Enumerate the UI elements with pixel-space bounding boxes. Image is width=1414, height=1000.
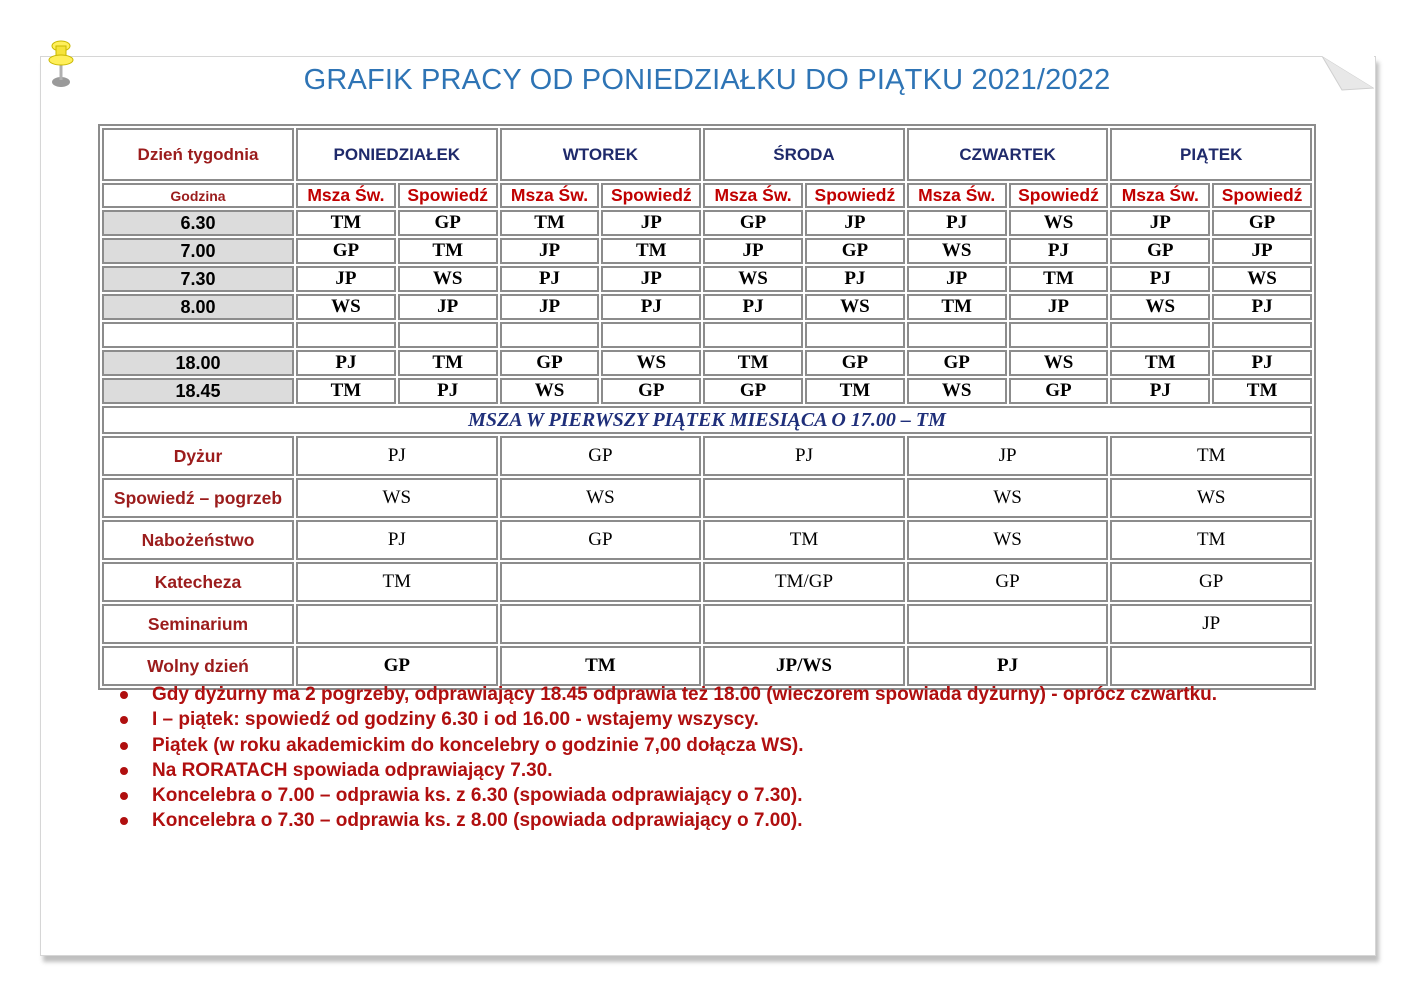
duty-cell: WS (907, 520, 1109, 560)
schedule-table (98, 124, 1316, 690)
schedule-cell: JP (500, 238, 600, 264)
schedule-row (102, 350, 1312, 376)
schedule-cell: WS (500, 378, 600, 404)
time-cell (102, 322, 294, 348)
schedule-cell: PJ (703, 294, 803, 320)
schedule-cell: GP (805, 350, 905, 376)
schedule-cell: PJ (601, 294, 701, 320)
note-text: Koncelebra o 7.00 – odprawia ks. z 6.30 (spowiada odprawiający o 7.30). (152, 785, 803, 807)
duty-cell (1110, 646, 1312, 686)
schedule-row (102, 238, 1312, 264)
schedule-cell: WS (1009, 350, 1109, 376)
time-cell: 18.45 (102, 378, 294, 404)
note-item (118, 707, 1217, 732)
schedule-cell: TM (296, 378, 396, 404)
duty-label: Spowiedź – pogrzeb (102, 478, 294, 518)
subheader-mass: Msza Św. (703, 183, 803, 208)
schedule-cell: GP (296, 238, 396, 264)
schedule-cell: WS (703, 266, 803, 292)
bullet-icon (120, 691, 128, 699)
note-item (118, 733, 1217, 758)
schedule-cell: GP (1212, 210, 1312, 236)
note-item (118, 783, 1217, 808)
duty-row (102, 604, 1312, 644)
duty-cell: PJ (296, 436, 498, 476)
note-item (118, 808, 1217, 833)
subheader-hour-label: Godzina (102, 183, 294, 208)
schedule-cell: JP (907, 266, 1007, 292)
schedule-row (102, 378, 1312, 404)
schedule-cell (1212, 322, 1312, 348)
time-cell: 6.30 (102, 210, 294, 236)
schedule-cell: GP (805, 238, 905, 264)
schedule-cell: JP (1009, 294, 1109, 320)
schedule-cell: GP (703, 210, 803, 236)
schedule-cell: WS (1212, 266, 1312, 292)
note-text: I – piątek: spowiedź od godziny 6.30 i od 16.00 - wstajemy wszyscy. (152, 709, 759, 731)
schedule-cell (805, 322, 905, 348)
schedule-cell: WS (907, 238, 1007, 264)
duty-cell: JP (1110, 604, 1312, 644)
duty-cell: WS (1110, 478, 1312, 518)
schedule-cell (907, 322, 1007, 348)
duty-cell: PJ (296, 520, 498, 560)
schedule-cell: TM (1212, 378, 1312, 404)
schedule-cell (1110, 322, 1210, 348)
bullet-icon (120, 792, 128, 800)
schedule-cell: PJ (1110, 266, 1210, 292)
schedule-cell: PJ (398, 378, 498, 404)
subheader-confession: Spowiedź (805, 183, 905, 208)
schedule-cell: GP (398, 210, 498, 236)
duty-cell: GP (1110, 562, 1312, 602)
time-cell: 18.00 (102, 350, 294, 376)
duty-label: Seminarium (102, 604, 294, 644)
schedule-cell: TM (601, 238, 701, 264)
header-day: PONIEDZIAŁEK (296, 128, 498, 181)
schedule-cell: TM (805, 378, 905, 404)
schedule-cell (703, 322, 803, 348)
duty-cell: JP (907, 436, 1109, 476)
duty-row (102, 562, 1312, 602)
schedule-cell: GP (1009, 378, 1109, 404)
schedule-cell: WS (1110, 294, 1210, 320)
schedule-cell (601, 322, 701, 348)
schedule-cell: GP (1110, 238, 1210, 264)
header-day: CZWARTEK (907, 128, 1109, 181)
schedule-cell (500, 322, 600, 348)
bullet-icon (120, 716, 128, 724)
duty-cell: PJ (703, 436, 905, 476)
page-title: GRAFIK PRACY OD PONIEDZIAŁKU DO PIĄTKU 2021/2022 (303, 64, 1111, 96)
schedule-cell: TM (398, 350, 498, 376)
schedule-cell: TM (398, 238, 498, 264)
subheader-mass: Msza Św. (907, 183, 1007, 208)
subheader-confession: Spowiedź (398, 183, 498, 208)
duty-cell (907, 604, 1109, 644)
duty-label: Nabożeństwo (102, 520, 294, 560)
duty-cell: GP (296, 646, 498, 686)
subheader-confession: Spowiedź (601, 183, 701, 208)
duty-cell: PJ (907, 646, 1109, 686)
note-text: Gdy dyżurny ma 2 pogrzeby, odprawiający 18.45 odprawia też 18.00 (wieczorem spowiada dyżurny) - oprócz czwartku. (152, 684, 1218, 705)
schedule-cell: WS (296, 294, 396, 320)
schedule-cell: PJ (1009, 238, 1109, 264)
schedule-cell: WS (1009, 210, 1109, 236)
header-day: ŚRODA (703, 128, 905, 181)
duty-cell (296, 604, 498, 644)
note-text: Koncelebra o 7.30 – odprawia ks. z 8.00 (spowiada odprawiający o 7.00). (152, 810, 803, 832)
duty-cell: TM (296, 562, 498, 602)
schedule-cell: GP (907, 350, 1007, 376)
bullet-icon (120, 742, 128, 750)
subheader-mass: Msza Św. (1110, 183, 1210, 208)
schedule-cell (296, 322, 396, 348)
duty-row (102, 478, 1312, 518)
schedule-cell: PJ (1212, 294, 1312, 320)
header-day: WTOREK (500, 128, 702, 181)
duty-cell: TM (1110, 520, 1312, 560)
header-row (102, 128, 1312, 181)
duty-cell (500, 562, 702, 602)
duty-cell (703, 604, 905, 644)
schedule-cell: GP (500, 350, 600, 376)
duty-cell: TM (703, 520, 905, 560)
subheader-mass: Msza Św. (500, 183, 600, 208)
schedule-cell: WS (907, 378, 1007, 404)
schedule-cell: JP (1110, 210, 1210, 236)
duty-cell: GP (907, 562, 1109, 602)
schedule-cell: JP (601, 210, 701, 236)
note-text: Na RORATACH spowiada odprawiający 7.30. (152, 759, 553, 781)
schedule-cell: WS (601, 350, 701, 376)
schedule-row (102, 210, 1312, 236)
duty-row (102, 646, 1312, 686)
schedule-cell (398, 322, 498, 348)
header-day-of-week-label: Dzień tygodnia (102, 128, 294, 181)
duty-row (102, 520, 1312, 560)
subheader-row (102, 183, 1312, 208)
schedule-cell: JP (601, 266, 701, 292)
schedule-cell: JP (1212, 238, 1312, 264)
duty-cell: JP/WS (703, 646, 905, 686)
subheader-confession: Spowiedź (1009, 183, 1109, 208)
time-cell: 7.00 (102, 238, 294, 264)
note-item (118, 682, 1217, 707)
schedule-cell: WS (398, 266, 498, 292)
duty-cell: TM (500, 646, 702, 686)
schedule-row (102, 266, 1312, 292)
schedule-cell: GP (703, 378, 803, 404)
notes-list (118, 682, 1217, 834)
schedule-cell: JP (703, 238, 803, 264)
schedule-cell (1009, 322, 1109, 348)
header-day: PIĄTEK (1110, 128, 1312, 181)
schedule-cell: PJ (500, 266, 600, 292)
bullet-icon (120, 767, 128, 775)
duty-label: Wolny dzień (102, 646, 294, 686)
schedule-cell: GP (601, 378, 701, 404)
schedule-row (102, 294, 1312, 320)
schedule-cell: PJ (296, 350, 396, 376)
schedule-cell: TM (1110, 350, 1210, 376)
time-cell: 8.00 (102, 294, 294, 320)
time-cell: 7.30 (102, 266, 294, 292)
duty-cell: GP (500, 436, 702, 476)
schedule-cell: PJ (805, 266, 905, 292)
schedule-cell: WS (805, 294, 905, 320)
schedule-cell: TM (907, 294, 1007, 320)
duty-row (102, 436, 1312, 476)
schedule-cell: JP (500, 294, 600, 320)
schedule-cell: PJ (1110, 378, 1210, 404)
duty-cell: WS (296, 478, 498, 518)
duty-cell: WS (500, 478, 702, 518)
schedule-cell: JP (296, 266, 396, 292)
schedule-cell: JP (805, 210, 905, 236)
subheader-mass: Msza Św. (296, 183, 396, 208)
duty-label: Katecheza (102, 562, 294, 602)
duty-cell: TM (1110, 436, 1312, 476)
schedule-cell: TM (500, 210, 600, 236)
schedule-cell: TM (1009, 266, 1109, 292)
schedule-cell: TM (296, 210, 396, 236)
duty-cell: GP (500, 520, 702, 560)
duty-label: Dyżur (102, 436, 294, 476)
schedule-cell: PJ (907, 210, 1007, 236)
note-item (118, 758, 1217, 783)
duty-cell: WS (907, 478, 1109, 518)
schedule-cell: JP (398, 294, 498, 320)
schedule-cell: PJ (1212, 350, 1312, 376)
subheader-confession: Spowiedź (1212, 183, 1312, 208)
banner-row (102, 406, 1312, 434)
note-text: Piątek (w roku akademickim do koncelebry o godzinie 7,00 dołącza WS). (152, 734, 804, 756)
duty-cell (703, 478, 905, 518)
duty-cell: TM/GP (703, 562, 905, 602)
schedule-spacer-row (102, 322, 1312, 348)
duty-cell (500, 604, 702, 644)
schedule-cell: TM (703, 350, 803, 376)
bullet-icon (120, 817, 128, 825)
first-friday-banner: MSZA W PIERWSZY PIĄTEK MIESIĄCA O 17.00 – TM (102, 406, 1312, 434)
